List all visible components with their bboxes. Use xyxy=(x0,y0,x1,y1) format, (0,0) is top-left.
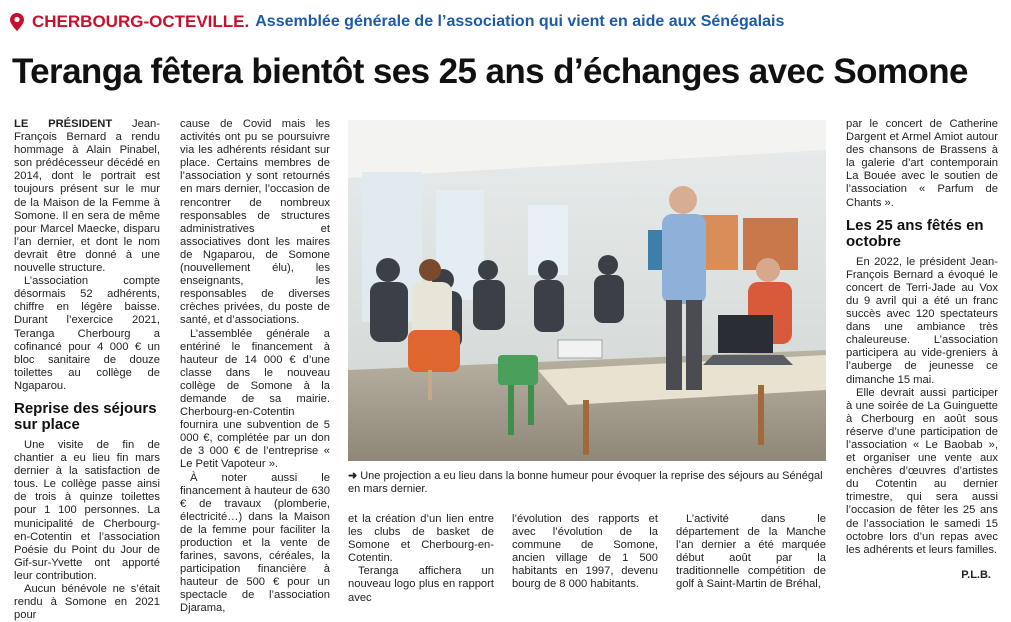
paragraph: l’évolution des rapports et avec l’évolution de la commune de Somone, ancien village de 1 500 habitants en 1997, devenu bourg de 8 000 habitants. xyxy=(512,513,658,591)
paragraph: À noter aussi le financement à hauteur de 630 € de travaux (plomberie, électricité…) dans la Maison de la femme pour faciliter la production et la vente de farines, savons, céréales, la participation financière à hauteur de 500 € pour un spectacle de l’association Djarama, xyxy=(180,471,330,615)
article-headline: Teranga fêtera bientôt ses 25 ans d’échanges avec Somone xyxy=(12,52,968,91)
paragraph: Elle devrait aussi participer à une soirée de La Guinguette à Cherbourg en août sous réserve d’une participation de l’association « Le Baobab », et organiser une vente aux enchères d’œuvres d’artistes du Cotentin au dernier trimestre, qui sera aussi l’occasion de fêter les 25 ans de l’association le samedi 15 octobre lors d’un repas avec les adhérents et leurs familles. xyxy=(846,386,998,556)
article-column-2 xyxy=(180,118,330,616)
arrow-right-icon: ➜ xyxy=(348,470,358,482)
paragraph: L’association compte désormais 52 adhérents, chiffre en légère baisse. Durant l’exercice 2021, Teranga Cherbourg a cofinancé pour 4 000 € un bloc sanitaire de douze toilettes au collège de Ngaparou. xyxy=(14,275,160,392)
paragraph: par le concert de Catherine Dargent et Armel Amiot autour des chansons de Brassens à la galerie d’art contemporain La Bouée avec le soutien de l’association « Parfum de Chants ». xyxy=(846,118,998,209)
location-pin-icon xyxy=(10,13,24,31)
paragraph: cause de Covid mais les activités ont pu se poursuivre via les adhérents résidant sur place. Certains membres de l’association y sont retournés en mars dernier, l’occasion de rencontrer de nombreux responsables de structures administratives et associatives dont les maires de Ngaparou, de Somone (nouvellement élu), les enseignants, les responsables de diverses crèches privées, du poste de santé, et d’associations. xyxy=(180,118,330,327)
author-signature: P.L.B. xyxy=(961,569,991,581)
paragraph: L’activité dans le département de la Manche l’an dernier a été marquée début août par la traditionnelle compétition de golf à Saint-Martin de Bréhal, xyxy=(676,513,826,591)
kicker-line xyxy=(10,10,784,34)
meeting-room-photo xyxy=(348,120,826,461)
paragraph: et la création d’un lien entre les clubs de basket de Somone et Cherbourg-en-Cotentin. xyxy=(348,513,494,565)
article-column-5 xyxy=(676,513,826,592)
paragraph: L’assemblée générale a entériné le financement à hauteur de 14 000 € d’une classe dans le nouveau collège de Somone à la demande de sa mairie. Cherbourg-en-Cotentin fournira une subvention de 5 000 €, complétée par un don de 3 000 € de l’entreprise « Le Petit Vapoteur ». xyxy=(180,327,330,471)
subheading: Reprise des séjours sur place xyxy=(14,399,157,433)
paragraph: Une visite de fin de chantier a eu lieu fin mars dernier à la satisfaction de tous. Le collège passe ainsi de trois à quinze toilettes pour 1 100 personnes. La municipalité de Cherbourg-en-Cotentin et l’association Poésie du Point du Jour de Gif-sur-Yvette ont apporté leur contribution. xyxy=(14,438,160,582)
paragraph-text: Jean-François Bernard a rendu hommage à Alain Pinabel, son prédécesseur décédé en 2014, dont le portrait est toujours présent sur le mur de la Maison de la Femme à Somone. Il en sera de même pour Marcel Maecke, disparu l’an dernier, et dont le nom devrait être donné à une nouvelle structure. xyxy=(14,118,160,275)
kicker-city: CHERBOURG-OCTEVILLE. xyxy=(32,12,250,31)
article-column-6 xyxy=(846,118,998,557)
paragraph xyxy=(14,118,160,275)
paragraph: Teranga affichera un nouveau logo plus en rapport avec xyxy=(348,565,494,604)
subheading: Les 25 ans fêtés en octobre xyxy=(846,216,984,250)
paragraph: Aucun bénévole ne s’était rendu à Somone en 2021 pour xyxy=(14,583,160,622)
kicker-subtitle: Assemblée générale de l’association qui vient en aide aux Sénégalais xyxy=(255,13,785,30)
article-column-1 xyxy=(14,118,160,622)
caption-text: Une projection a eu lieu dans la bonne humeur pour évoquer la reprise des séjours au Sénégal en mars dernier. xyxy=(348,470,823,495)
photo-caption xyxy=(348,470,826,496)
paragraph: En 2022, le président Jean-François Bernard a évoqué le concert de Terri-Jade au Vox du 9 avril qui a été un franc succès avec 120 spectateurs dans une ambiance très chaleureuse. L’association participera au vide-greniers à l’auberge de jeunesse ce dimanche 15 mai. xyxy=(846,255,998,386)
article-photo xyxy=(348,120,826,461)
lead-word: LE PRÉSIDENT xyxy=(14,118,113,130)
article-column-3 xyxy=(348,513,494,605)
article-column-4 xyxy=(512,513,658,592)
